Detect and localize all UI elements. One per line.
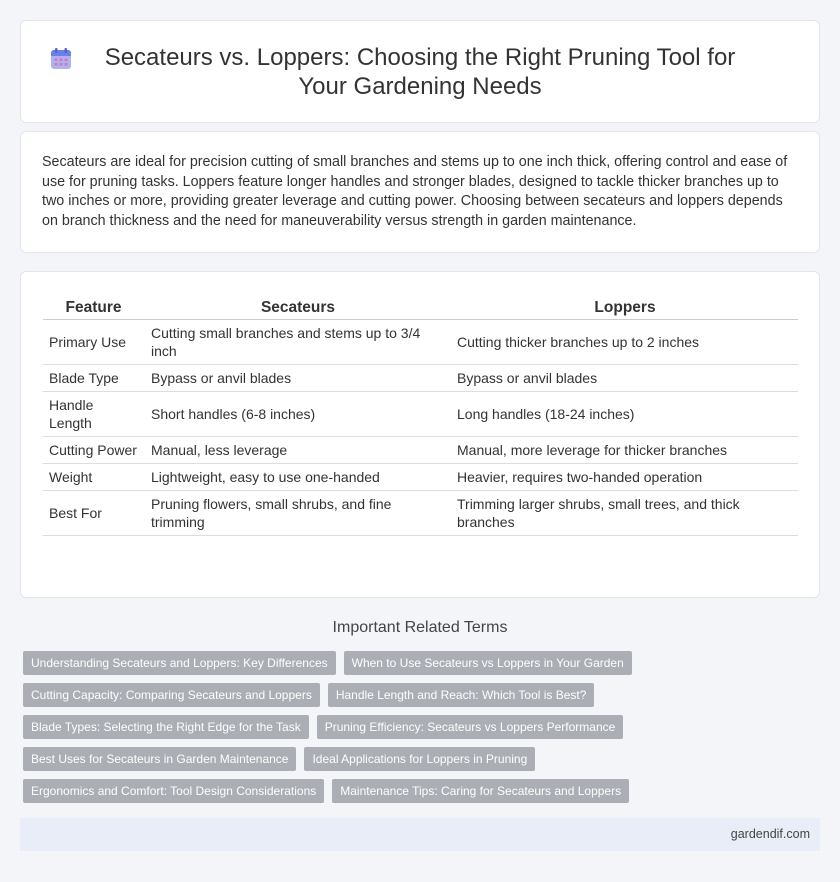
footer-site-link[interactable]: gardendif.com: [730, 827, 810, 841]
tag-row: [23, 683, 823, 707]
comparison-card: [20, 271, 820, 598]
related-term-tag[interactable]: Cutting Capacity: Comparing Secateurs and Loppers: [23, 683, 320, 707]
related-term-tag[interactable]: Ergonomics and Comfort: Tool Design Considerations: [23, 779, 324, 803]
secateurs-cell: Pruning flowers, small shrubs, and fine trimming: [144, 491, 452, 536]
feature-cell: Cutting Power: [43, 437, 144, 464]
secateurs-cell: Manual, less leverage: [144, 437, 452, 464]
secateurs-cell: Cutting small branches and stems up to 3/4 inch: [144, 320, 452, 365]
tag-row: [23, 747, 823, 771]
loppers-cell: Trimming larger shrubs, small trees, and thick branches: [452, 491, 798, 536]
secateurs-cell: Bypass or anvil blades: [144, 365, 452, 392]
comparison-table: [43, 298, 798, 536]
intro-card: [20, 131, 820, 253]
loppers-cell: Cutting thicker branches up to 2 inches: [452, 320, 798, 365]
intro-paragraph: Secateurs are ideal for precision cutting of small branches and stems up to one inch thick, offering control and ease of use for pruning tasks. Loppers feature longer handles and stronger blades, designed to tackle thicker branches up to two inches or more, providing greater leverage and cutting power. Choosing between secateurs and loppers depends on branch thickness and the need for maneuverability versus strength in garden maintenance.: [42, 154, 788, 229]
table-row: [43, 392, 798, 437]
loppers-cell: Heavier, requires two-handed operation: [452, 464, 798, 491]
footer: [20, 818, 820, 851]
loppers-cell: Manual, more leverage for thicker branches: [452, 437, 798, 464]
related-term-tag[interactable]: Handle Length and Reach: Which Tool is Best?: [328, 683, 595, 707]
feature-cell: Best For: [43, 491, 144, 536]
table-row: [43, 464, 798, 491]
related-terms-list: [23, 651, 823, 811]
related-term-tag[interactable]: Maintenance Tips: Caring for Secateurs and Loppers: [332, 779, 629, 803]
header-feature: Feature: [43, 298, 144, 320]
table-row: [43, 365, 798, 392]
table-header-row: [43, 298, 798, 320]
related-term-tag[interactable]: Understanding Secateurs and Loppers: Key Differences: [23, 651, 336, 675]
secateurs-cell: Short handles (6-8 inches): [144, 392, 452, 437]
tag-row: [23, 651, 823, 675]
feature-cell: Handle Length: [43, 392, 144, 437]
header-loppers: Loppers: [452, 298, 798, 320]
table-row: [43, 437, 798, 464]
tag-row: [23, 779, 823, 803]
secateurs-cell: Lightweight, easy to use one-handed: [144, 464, 452, 491]
table-row: [43, 320, 798, 365]
tag-row: [23, 715, 823, 739]
title-card: [20, 20, 820, 123]
page-title: Secateurs vs. Loppers: Choosing the Right Pruning Tool for Your Gardening Needs: [104, 43, 736, 100]
related-term-tag[interactable]: Ideal Applications for Loppers in Pruning: [304, 747, 535, 771]
related-terms-heading: Important Related Terms: [332, 619, 508, 636]
feature-cell: Weight: [43, 464, 144, 491]
table-row: [43, 491, 798, 536]
related-term-tag[interactable]: Blade Types: Selecting the Right Edge for the Task: [23, 715, 309, 739]
related-term-tag[interactable]: Best Uses for Secateurs in Garden Maintenance: [23, 747, 296, 771]
loppers-cell: Long handles (18-24 inches): [452, 392, 798, 437]
feature-cell: Blade Type: [43, 365, 144, 392]
header-secateurs: Secateurs: [144, 298, 452, 320]
related-term-tag[interactable]: Pruning Efficiency: Secateurs vs Loppers Performance: [317, 715, 624, 739]
loppers-cell: Bypass or anvil blades: [452, 365, 798, 392]
feature-cell: Primary Use: [43, 320, 144, 365]
related-term-tag[interactable]: When to Use Secateurs vs Loppers in Your Garden: [344, 651, 632, 675]
